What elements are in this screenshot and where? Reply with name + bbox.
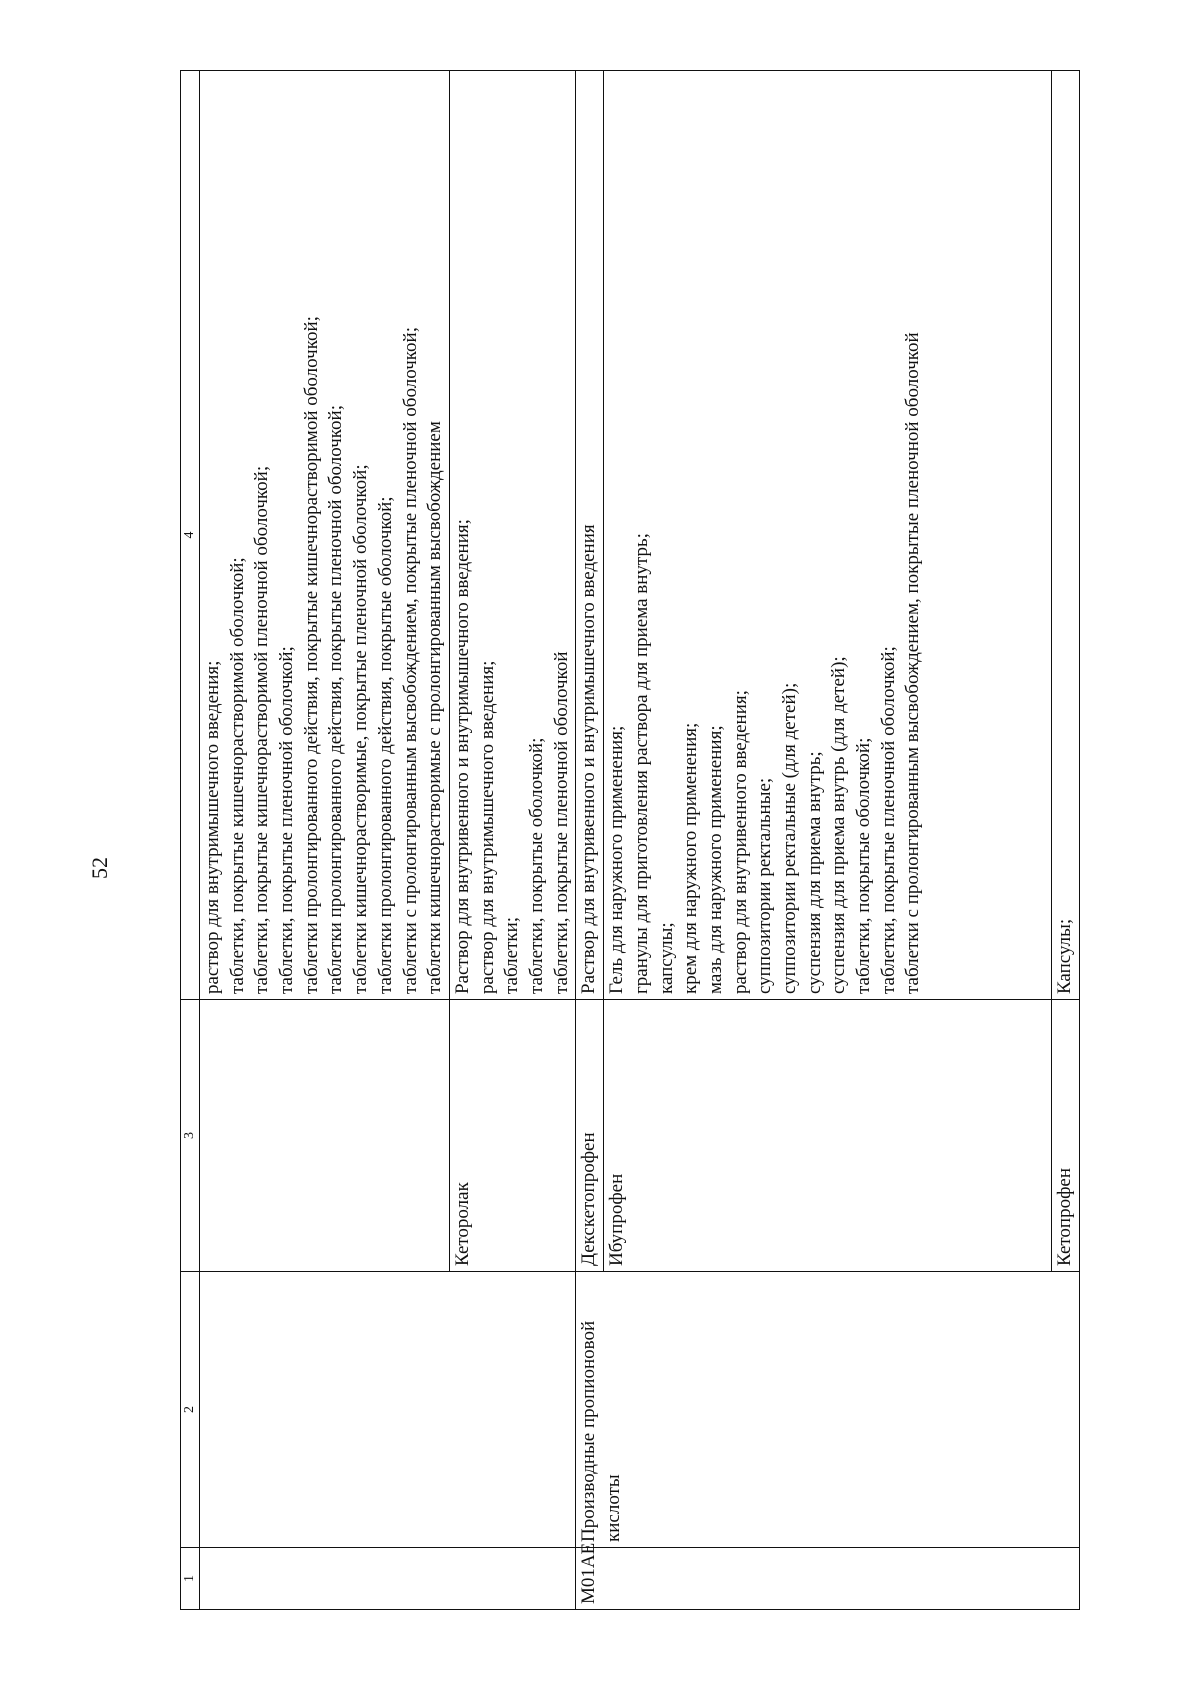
drug-table (180, 70, 1080, 1610)
dosage-form-line: таблетки кишечнорастворимые с пролонгированным высвобождением (424, 421, 446, 994)
dosage-form-line: Гель для наружного применения; (606, 725, 628, 994)
dosage-forms-cell (604, 71, 1052, 1000)
group-name-cell: Производные пропионовой кислоты (576, 1272, 1080, 1548)
dosage-forms-cell (450, 71, 576, 1000)
dosage-form-line: таблетки пролонгированного действия, покрытые пленочной оболочкой; (325, 405, 347, 994)
dosage-form-line: раствор для внутримышечного введения; (202, 660, 223, 994)
dosage-form-line: таблетки с пролонгированным высвобождением, покрытые пленочной оболочкой (902, 332, 924, 994)
drug-name-cell: Кетопрофен (1052, 1000, 1080, 1272)
dosage-form-line: мазь для наружного применения; (704, 725, 726, 994)
dosage-form-line: Раствор для внутривенного и внутримышечного введения; (452, 519, 473, 994)
dosage-form-line: крем для наружного применения; (680, 722, 702, 994)
drug-name-cell: Ибупрофен (604, 1000, 1052, 1272)
dosage-form-line: таблетки кишечнорастворимые, покрытые пленочной оболочкой; (350, 464, 372, 994)
column-number-4: 4 (181, 71, 200, 1000)
dosage-form-line: таблетки, покрытые кишечнорастворимой оболочкой; (226, 557, 248, 994)
dosage-form-line: таблетки, покрытые кишечнорастворимой пленочной оболочкой; (251, 465, 273, 994)
page-number: 52 (87, 857, 112, 879)
group-name-cell (200, 1272, 576, 1548)
column-number-row (181, 71, 200, 1610)
table-row (576, 71, 604, 1610)
dosage-form-line: таблетки, покрытые пленочной оболочкой; (276, 646, 298, 994)
column-number-3: 3 (181, 1000, 200, 1272)
dosage-form-line: суспензия для приема внутрь; (803, 751, 825, 994)
drug-name-cell (200, 1000, 450, 1272)
dosage-form-line: таблетки, покрытые пленочной оболочкой (550, 651, 572, 994)
dosage-form-line: таблетки пролонгированного действия, покрытые кишечнорастворимой оболочкой; (300, 316, 322, 994)
atc-code-cell: M01AE (576, 1548, 1080, 1610)
atc-code-cell (200, 1548, 576, 1610)
drug-name-cell: Декскетопрофен (576, 1000, 604, 1272)
dosage-form-line: таблетки с пролонгированным высвобождением, покрытые пленочной оболочкой; (399, 327, 421, 994)
dosage-forms-cell (200, 71, 450, 1000)
column-number-1: 1 (181, 1548, 200, 1610)
dosage-form-line: таблетки, покрытые оболочкой; (526, 737, 548, 994)
dosage-form-line: раствор для внутримышечного введения; (476, 660, 498, 994)
rotated-table-container (180, 70, 1080, 1610)
dosage-form-line: Раствор для внутривенного и внутримышечного введения (578, 524, 600, 994)
dosage-form-line: Капсулы; (1054, 918, 1076, 994)
dosage-forms-cell (1052, 71, 1080, 1000)
column-number-2: 2 (181, 1272, 200, 1548)
dosage-form-line: таблетки, покрытые оболочкой; (853, 737, 874, 994)
dosage-form-line: суспензия для приема внутрь (для детей); (828, 656, 850, 994)
drug-name-cell: Кеторолак (450, 1000, 576, 1272)
table-row (200, 71, 450, 1610)
dosage-form-line: гранулы для приготовления раствора для приема внутрь; (630, 533, 652, 994)
dosage-form-line: раствор для внутривенного введения; (729, 690, 751, 994)
dosage-form-line: суппозитории ректальные (для детей); (778, 682, 800, 994)
dosage-form-line: таблетки, покрытые пленочной оболочкой; (877, 646, 899, 994)
dosage-form-line: суппозитории ректальные; (754, 777, 776, 994)
dosage-form-line: таблетки пролонгированного действия, покрытые оболочкой; (374, 496, 396, 994)
dosage-forms-cell (576, 71, 604, 1000)
dosage-form-line: капсулы; (655, 922, 677, 994)
dosage-form-line: таблетки; (501, 916, 523, 994)
